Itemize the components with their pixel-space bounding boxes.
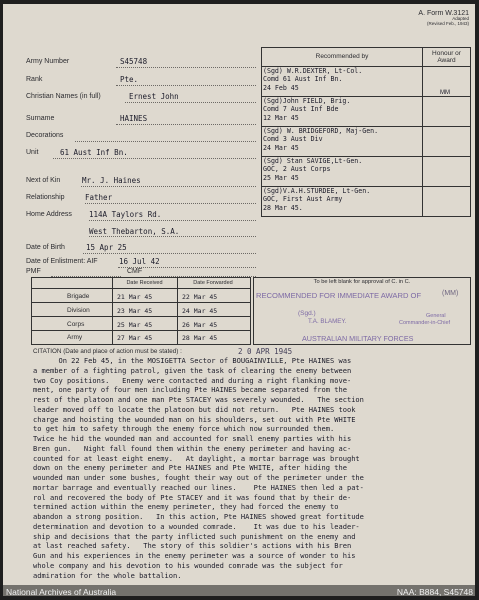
value-address-line2: West Thebarton, S.A. [89,227,180,236]
citation-line: abandon a strong position. In this action, Pte HAINES showed great fortitude [33,512,364,521]
row-level: Corps [67,321,85,328]
header-date-received: Date Received [126,280,163,286]
citation-line: two Coy positions. Enemy were contacted and during a right flanking move- [33,375,352,385]
row-received: 23 Mar 45 [117,307,153,315]
rec-line: 24 Mar 45 [263,143,299,152]
value-date-of-enlistment: 16 Jul 42 [119,257,160,266]
label-army-number: Army Number [26,58,70,65]
approval-rank: General [426,313,446,319]
citation-line: charge and hoisting the wounded man on his shoulders, set out with Pte WHITE [33,414,356,424]
value-next-of-kin: Mr. J. Haines [82,176,141,185]
field-cmf [127,268,142,275]
form-revised: (Revised Feb., 1943) [426,21,469,27]
label-decorations: Decorations [26,132,64,139]
rule [422,96,470,97]
citation-text [33,356,473,580]
rule [422,126,470,127]
document-page [3,4,475,596]
citation-line: admiration for the whole battalion. [33,570,182,580]
row-level: Division [67,307,90,314]
rule [422,66,470,67]
label-date-of-birth: Date of Birth [26,244,65,251]
field-army-number [26,57,148,66]
label-home-address: Home Address [26,211,72,218]
label-rank: Rank [26,76,43,83]
recommendation-entry [262,186,422,216]
approval-note: To be left blank for approval of C. in C. [313,279,411,285]
row-level: Brigade [67,293,90,300]
value-relationship: Father [85,193,113,202]
rec-line: 24 Feb 45 [263,83,299,92]
row-received: 27 Mar 45 [117,334,153,342]
rec-line: (Sgd)John FIELD, Brig. [263,97,351,105]
citation-line: ship and decisions that the party inflicted such punishment on the enemy and [33,531,356,541]
field-christian-names [26,92,179,101]
approval-name: T.A. BLAMEY. [308,318,347,325]
field-unit [26,148,128,157]
recommendations-box [261,47,471,217]
citation-line: termined action within the enemy perimeter, they had forced the enemy to [33,502,339,512]
column-divider [422,48,423,216]
dotline [83,253,256,254]
citation-line: On 22 Feb 45, in the MOSIGETTA Sector of BOUGAINVILLE, Pte HAINES was [33,356,352,365]
header-recommended-by: Recommended by [315,53,369,60]
dotline [116,67,256,68]
citation-line: wounded man under some bushes, fought their way out of the perimeter under the [33,473,364,482]
approval-title: Commander-in-Chief [399,320,451,326]
dotline [116,124,256,125]
rec-line: Comd 3 Aust Div [263,135,323,144]
rec-line: 28 Mar 45. [263,203,303,212]
citation-line: leader moved off to locate the platoon but did not return. Pte HAINES took [33,404,356,414]
approval-box [253,277,471,345]
recommendation-entry [262,96,422,126]
approval-date-stamp: 2 0 APR 1945 [238,347,293,356]
citation-line: Gun and his experiences in the enemy perimeter was a source of wonder to his [33,551,356,560]
citation-line: whole company and his devotion to his wounded comrade was the subject for [33,560,343,570]
field-next-of-kin [26,176,141,185]
value-surname: HAINES [120,114,148,123]
rec-line: 25 Mar 45 [263,173,299,182]
label-unit: Unit [26,149,39,156]
dotline [89,220,256,221]
row-level: Army [67,334,83,341]
label-next-of-kin: Next of Kin [26,177,61,184]
header-honour-award: Honour or Award [432,50,461,65]
row-received: 21 Mar 45 [117,293,153,301]
rec-line: GOC, First Aust Army [263,195,343,204]
approval-forces: AUSTRALIAN MILITARY FORCES [302,334,414,343]
value-christian-names: Ernest John [129,92,179,101]
field-pmf [26,268,41,275]
dotline [53,158,256,159]
rule [422,156,470,157]
field-rank [26,75,139,84]
rule [32,288,250,289]
value-rank: Pte. [120,75,139,84]
citation-line: a member of a fighting patrol, given the task of clearing the enemy between [33,365,352,375]
rec-line: (Sgd) W. BRIDGEFORD, Maj-Gen. [263,127,379,135]
field-surname [26,114,148,123]
citation-line: ment, one party of four men including Pte HAINES became separated from the [33,385,347,395]
archive-footer [0,585,479,600]
approval-stamp-line: RECOMMENDED FOR IMMEDIATE AWARD OF [256,291,422,300]
field-relationship [26,193,113,202]
value-address-line1: 114A Taylors Rd. [89,210,162,219]
label-surname: Surname [26,115,55,122]
dotline [116,85,256,86]
citation-line: counted for at least eight enemy. At daylight, a mortar barrage was brought [33,453,360,463]
rec-line: Comd 61 Aust Inf Bn. [263,75,343,84]
rule [422,186,470,187]
approval-stamp-award: (MM) [442,290,459,297]
citation-line: determination and devotion to a wounded comrade. It was due to his leader- [33,521,360,531]
field-decorations [26,132,63,139]
rule [32,302,250,303]
rule [32,330,250,331]
field-home-address [26,210,162,219]
field-date-of-birth [26,243,127,252]
label-christian-names: Christian Names (in full) [26,93,101,100]
citation-line: Twice he hid the wounded man and accounted for small enemy parties with his [33,434,352,443]
rec-line: 12 Mar 45 [263,113,299,122]
row-received: 25 Mar 45 [117,321,153,329]
citation-line: rest of the platoon and one man Pte STACEY was severely wounded. The section [33,395,364,404]
rec-line: (Sgd)V.A.H.STURDEE, Lt-Gen. [263,187,371,195]
citation-line: down on the enemy perimeter and Pte HAINES and Pte WHITE, after hiding the [33,463,347,473]
form-adapted: Adapted [452,16,469,22]
dotline [125,102,256,103]
rec-line: Comd 7 Aust Inf Bde [263,105,339,114]
row-forwarded: 22 Mar 45 [182,293,218,301]
citation-title: CITATION (Date and place of action must be stated) : [33,348,182,355]
recommendation-entry [262,156,422,186]
citation-line: mortar barrage and eventually reached our lines. Pte HAINES then led a pat- [33,482,364,492]
label-pmf: PMF [26,268,41,275]
citation-line: at last reached safety. The story of this soldier's actions with his Bren [33,541,352,551]
citation-line: to get him to safety through the enemy force which now surrounded them. [33,424,335,434]
rec-line: (Sgd) Stan SAVIGE,Lt-Gen. [263,157,363,165]
label-relationship: Relationship [26,194,65,201]
dates-table [31,277,251,345]
approval-sgd: (Sgd.) [298,310,316,317]
label-cmf: CMF [127,268,143,275]
recommendation-entry [262,66,422,96]
dotline [85,203,256,204]
award-value: MM [440,90,450,96]
form-number: A. Form W.3121 [418,10,469,17]
label-date-of-enlistment: Date of Enlistment: AIF [26,258,98,265]
rule [32,316,250,317]
row-forwarded: 26 Mar 45 [182,321,218,329]
dotline [89,236,256,237]
value-army-number: S45748 [120,57,148,66]
dotline [81,186,256,187]
recommendation-entry [262,126,422,156]
field-date-of-enlistment [26,257,160,266]
value-date-of-birth: 15 Apr 25 [86,243,127,252]
citation-line: Bren gun. Night fall found them within the enemy perimeter and having ac- [33,443,352,453]
form-number-block [418,10,469,27]
header-date-forwarded: Date Forwarded [193,280,233,286]
footer-reference: NAA: B884, S45748 [396,587,473,597]
footer-archive-name: National Archives of Australia [6,587,117,597]
row-forwarded: 28 Mar 45 [182,334,218,342]
value-unit: 61 Aust Inf Bn. [60,148,128,157]
row-forwarded: 24 Mar 45 [182,307,218,315]
rec-line: GOC, 2 Aust Corps [263,165,331,174]
dotline [75,141,256,142]
citation-line: rol and recovered the body of Pte STACEY and it was found that by their de- [33,492,352,502]
rec-line: (Sgd) W.R.DEXTER, Lt-Col. [263,67,363,75]
